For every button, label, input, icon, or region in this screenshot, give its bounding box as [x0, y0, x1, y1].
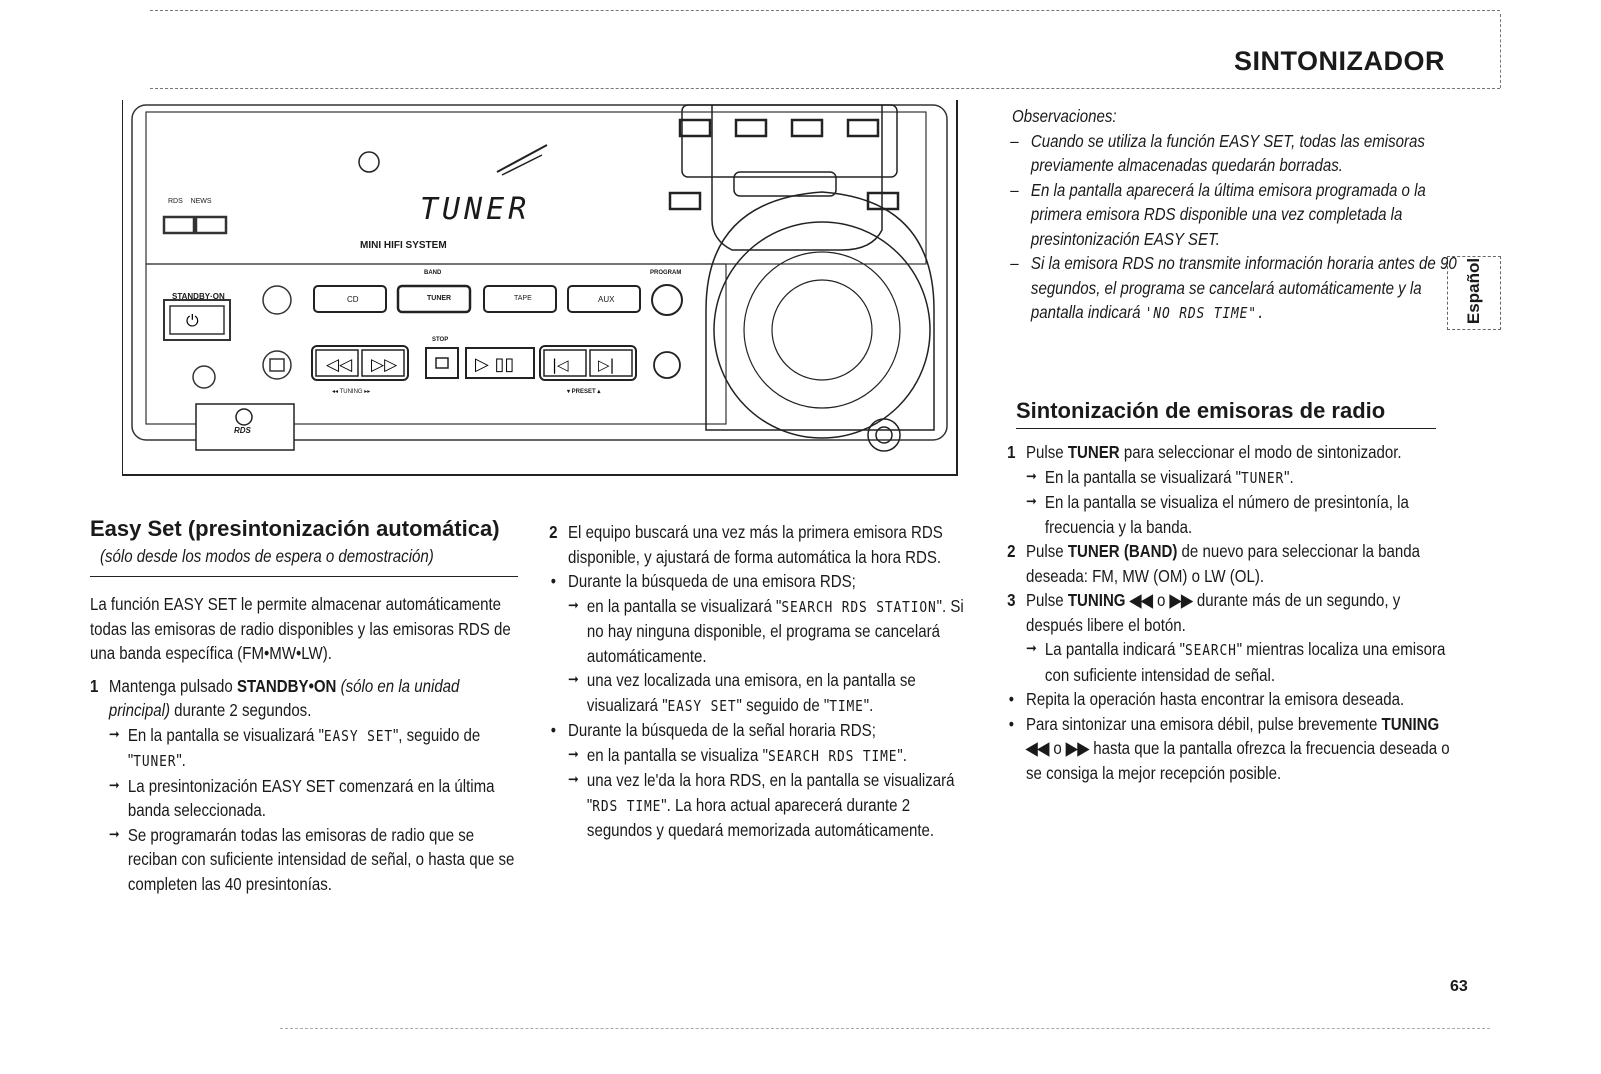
rds-logo: RDS	[234, 426, 251, 435]
easy-set-title: Easy Set (presintonización automática)	[90, 516, 500, 541]
easy-set-bullet-result: ➞ en la pantalla se visualiza "SEARCH RDS TIME".	[568, 744, 907, 765]
bottom-border	[280, 1028, 1490, 1029]
observations	[1012, 104, 1459, 326]
observation-text: Si la emisora RDS no transmite información horaria antes de 90 segundos, el programa se cancelará automáticamente y la pantalla indicará	[1030, 253, 1457, 322]
observation-item: – En la pantalla aparecerá la última emisora programada o la primera emisora RDS disponible una vez completada la presintonización EASY SET.	[1010, 179, 1426, 249]
news-label: NEWS	[190, 198, 212, 205]
page-number: 63	[1450, 978, 1468, 995]
svg-text:|◁: |◁	[552, 356, 569, 374]
page-title: SINTONIZADOR	[1234, 46, 1446, 76]
easy-set-step-2: 2 El equipo buscará una vez más la primera emisora RDS disponible, y ajustará de forma automática la hora RDS.	[549, 522, 943, 567]
tuning-step-2: 2 Pulse TUNER (BAND) de nuevo para seleccionar la banda deseada: FM, MW (OM) o LW (OL).	[1007, 541, 1421, 586]
standby-label: STANDBY·ON	[172, 292, 225, 301]
easy-set-bullet: • Durante la búsqueda de una emisora RDS;	[550, 571, 856, 591]
easy-set-subtitle: (sólo desde los modos de espera o demostración)	[100, 546, 434, 566]
tuning-bullet: • Repita la operación hasta encontrar la emisora deseada.	[1008, 689, 1405, 709]
source-tuner-label: TUNER	[427, 295, 452, 302]
tuning-step-3-result: ➞ La pantalla indicará "SEARCH" mientras localiza una emisora con suficiente intensidad de señal.	[1026, 639, 1446, 685]
easy-set-bullet-result: ➞ una vez localizada una emisora, en la pantalla se visualizará "EASY SET" seguido de "TIME".	[568, 670, 916, 715]
easy-set-step-1-result: ➞ En la pantalla se visualizará "EASY SET", seguido de "TUNER".	[108, 724, 481, 770]
svg-text:▷▷: ▷▷	[371, 355, 398, 375]
tuning-step-3: 3 Pulse TUNING ◀◀ o ▶▶ durante más de un segundo, y después libere el botón.	[1007, 590, 1401, 635]
rds-news-label	[168, 198, 212, 205]
observation-text: Cuando se utiliza la función EASY SET, todas las emisoras previamente almacenadas quedarán borradas.	[1030, 130, 1425, 175]
tuning-step-1-result: ➞ En la pantalla se visualiza el número de presintonía, la frecuencia y la banda.	[1026, 492, 1409, 537]
tuning-label: ◂◂ TUNING ▸▸	[332, 389, 371, 395]
language-tab-label: Español	[1464, 257, 1483, 325]
tuning-step-1-result: ➞ En la pantalla se visualizará "TUNER".	[1026, 466, 1294, 487]
easy-set-step-1: 1 Mantenga pulsado STANDBY•ON (sólo en la unidad principal) durante 2 segundos.	[90, 675, 460, 720]
device-brand-label: MINI HIFI SYSTEM	[360, 240, 447, 251]
observation-text: En la pantalla aparecerá la última emisora programada o la primera emisora RDS disponible una vez completada la presintonización EASY SET.	[1030, 179, 1426, 249]
easy-set-bullet-result: ➞ una vez le'da la hora RDS, en la pantalla se visualizará "RDS TIME". La hora actual aparecerá durante 2 segundos y quedará memorizada automáticamente.	[568, 770, 955, 840]
svg-text:⏻: ⏻	[186, 311, 199, 330]
source-aux-label: AUX	[598, 295, 615, 304]
svg-text:◁◁: ◁◁	[326, 355, 353, 375]
tuning-title: Sintonización de emisoras de radio	[1016, 398, 1386, 423]
band-label: BAND	[424, 270, 442, 276]
tuning-title-rule	[1016, 428, 1436, 429]
easy-set-intro: La función EASY SET le permite almacenar automáticamente todas las emisoras de radio disponibles y las emisoras RDS de una banda específica (FM•MW•LW).	[90, 594, 511, 663]
easy-set-bullet: • Durante la búsqueda de la señal horaria RDS;	[550, 720, 876, 740]
tuning-bullet: • Para sintonizar una emisora débil, pulse brevemente TUNING ◀◀ o ▶▶ hasta que la pantalla ofrezca la frecuencia deseada o se consiga la mejor recepción posible.	[1008, 713, 1450, 783]
observations-title: Observaciones:	[1012, 106, 1117, 126]
top-border	[150, 10, 1500, 11]
easy-set-rule	[90, 576, 518, 577]
program-label: PROGRAM	[650, 270, 682, 276]
easy-set-middle-column	[549, 520, 977, 843]
stop-label: STOP	[432, 337, 449, 343]
preset-label: ▾ PRESET ▴	[567, 389, 601, 395]
svg-text:▷|: ▷|	[598, 356, 615, 374]
easy-set-step-1-result: ➞ La presintonización EASY SET comenzará en la última banda seleccionada.	[108, 775, 495, 820]
easy-set-step-1-result: ➞ Se programarán todas las emisoras de radio que se reciban con suficiente intensidad de señal, o hasta que se completen las 40 presintonías.	[108, 824, 515, 894]
device-drawing	[122, 100, 982, 500]
mini-hifi-illustration	[122, 100, 982, 500]
tuning-step-1: 1 Pulse TUNER para seleccionar el modo de sintonizador.	[1007, 442, 1402, 462]
observation-item: – Si la emisora RDS no transmite información horaria antes de 90 segundos, el programa se cancelará automáticamente y la pantalla indicará 'NO RDS TIME".	[1010, 253, 1457, 322]
easy-set-bullet-result: ➞ en la pantalla se visualizará "SEARCH RDS STATION". Si no hay ninguna disponible, el programa se cancelará automáticamente.	[568, 595, 964, 666]
rds-label: RDS	[168, 198, 183, 205]
lcd-text: 'NO RDS TIME".	[1144, 304, 1266, 322]
source-tape-label: TAPE	[514, 295, 532, 302]
source-cd-label: CD	[347, 295, 359, 304]
observation-item: – Cuando se utiliza la función EASY SET, todas las emisoras previamente almacenadas quedarán borradas.	[1010, 130, 1425, 175]
right-border	[1500, 14, 1501, 88]
svg-text:▷ ▯▯: ▷ ▯▯	[475, 354, 515, 375]
header-rule	[150, 88, 1500, 89]
tuning-steps	[1007, 440, 1456, 785]
easy-set-left-column	[90, 592, 520, 896]
device-display-text: TUNER	[420, 192, 531, 227]
